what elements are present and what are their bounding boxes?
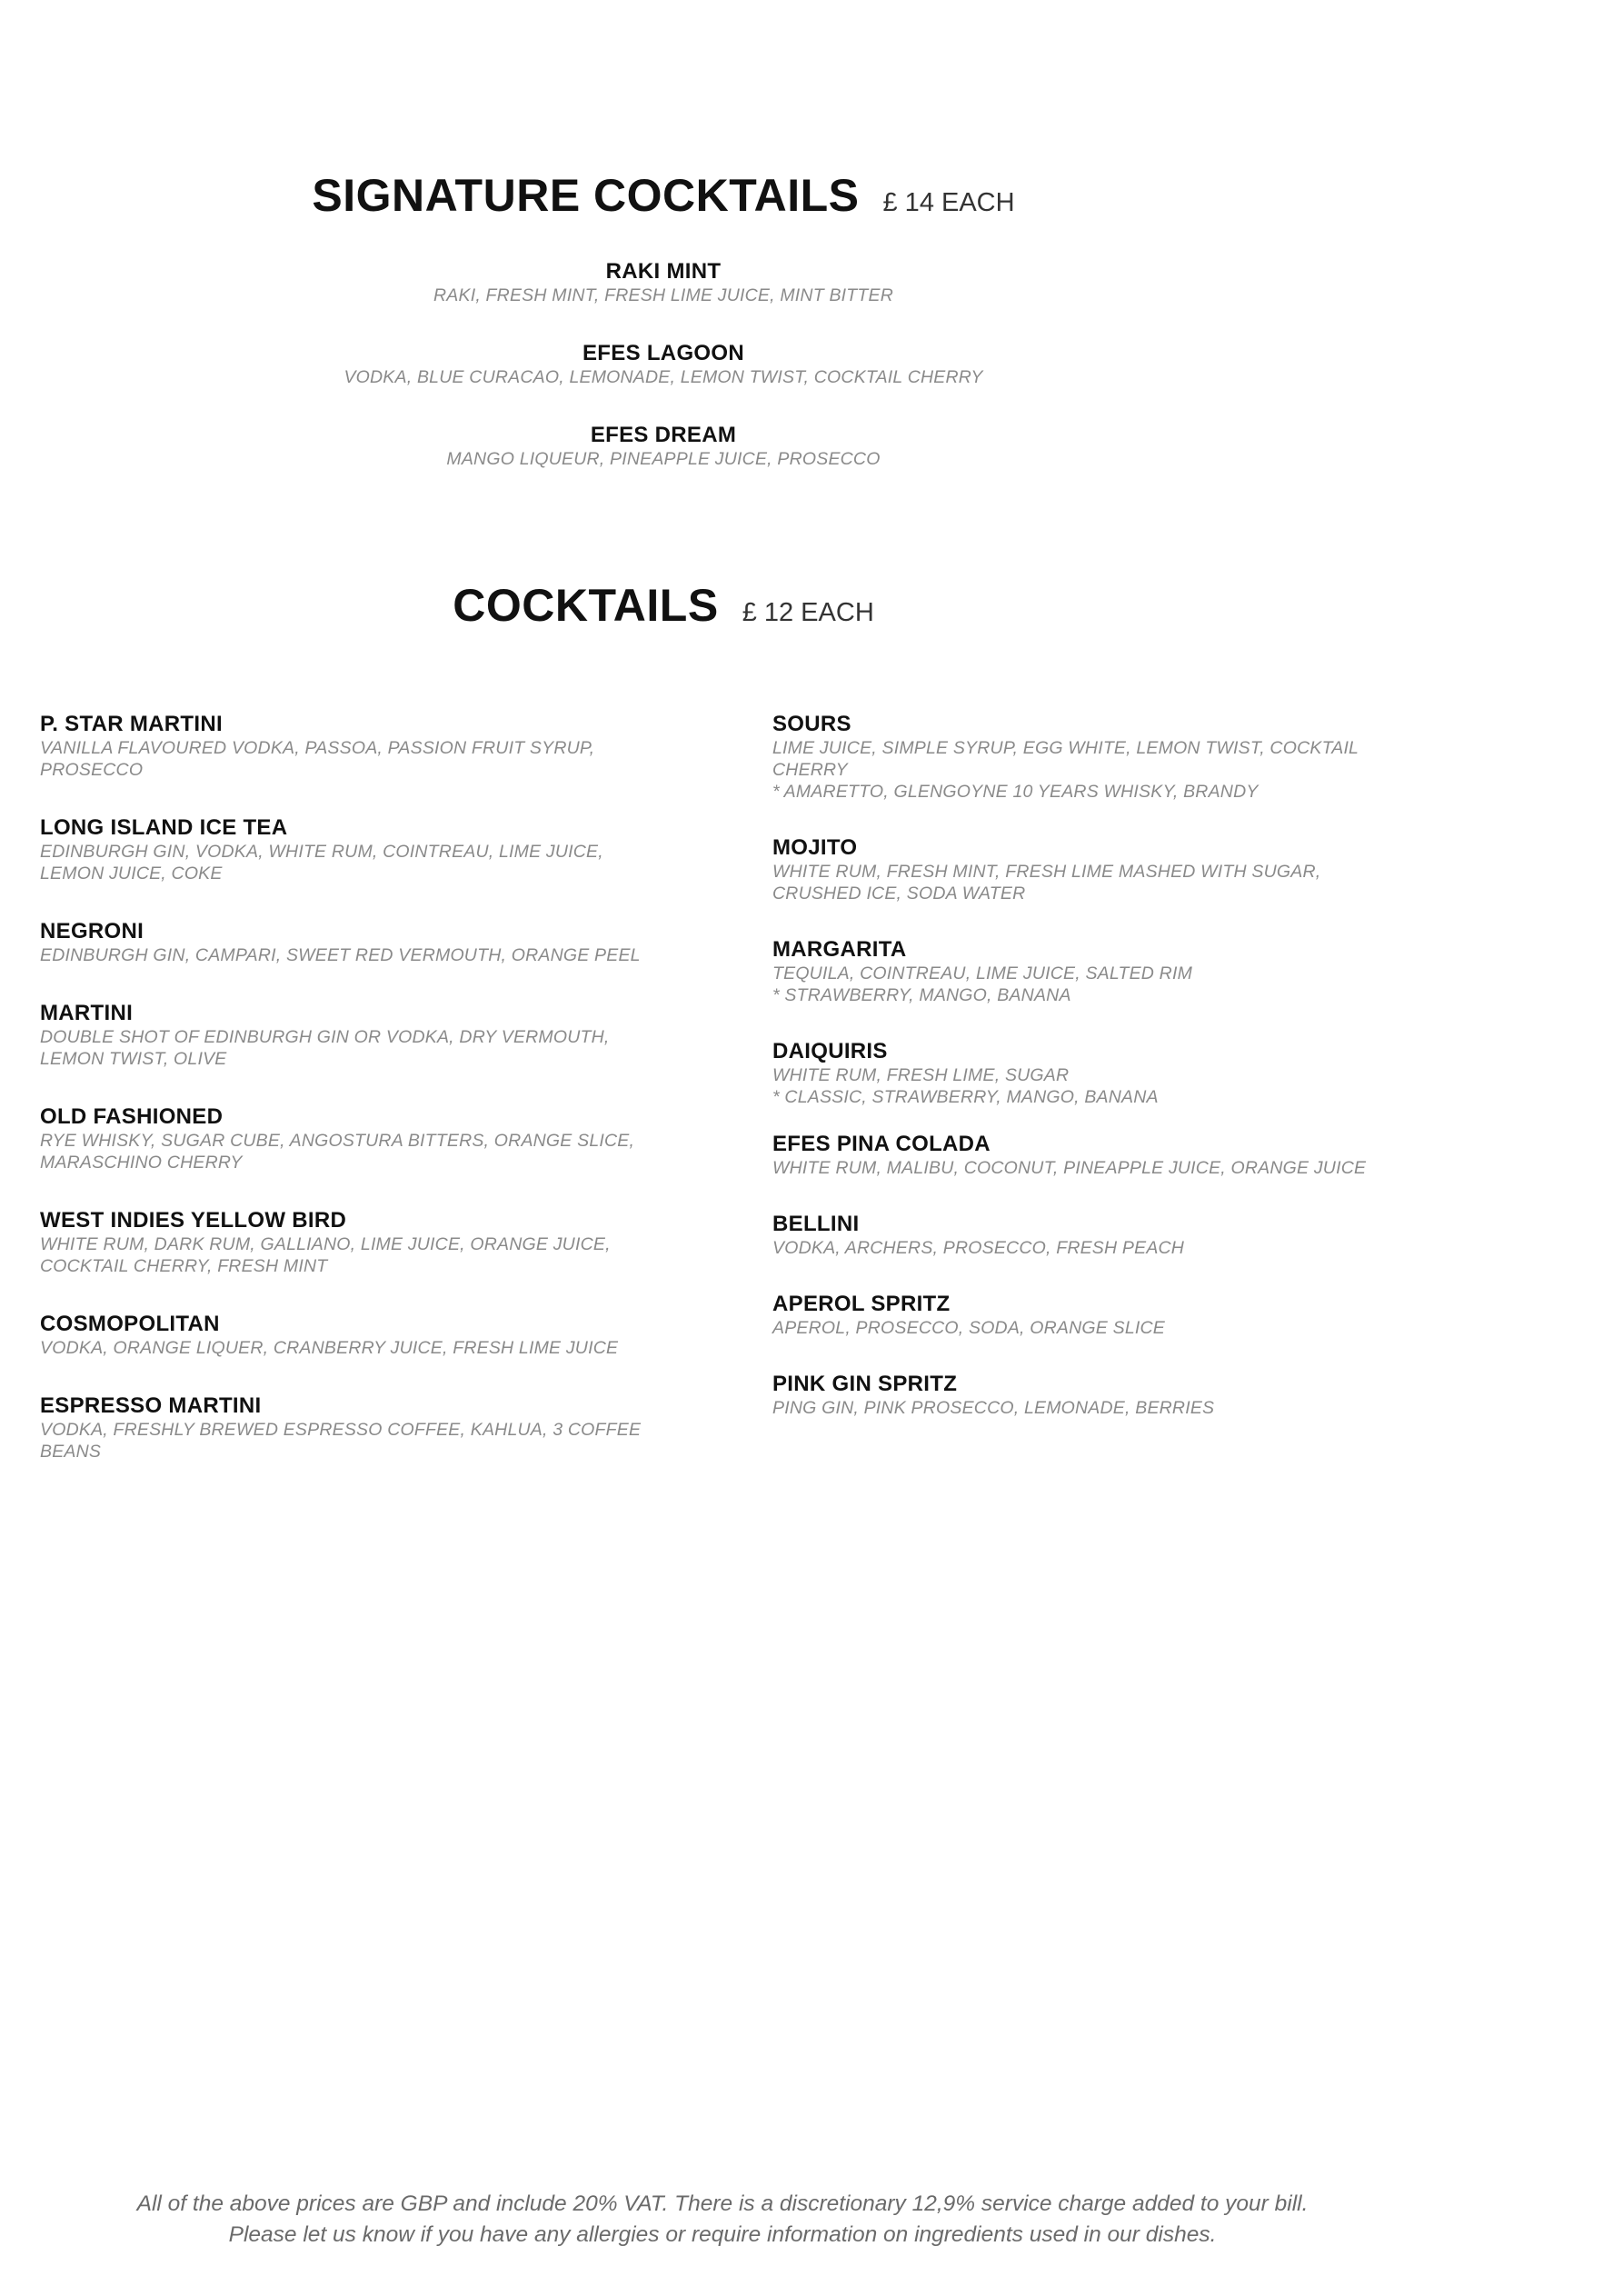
item-description-line: DOUBLE SHOT OF EDINBURGH GIN OR VODKA, DRY VERMOUTH, [40,1027,610,1047]
item-name: RAKI MINT [605,259,722,284]
item-name: MARTINI [40,1001,134,1025]
item-description-line: VODKA, FRESHLY BREWED ESPRESSO COFFEE, KAHLUA, 3 COFFEE [40,1420,642,1440]
item-description: VODKA, BLUE CURACAO, LEMONADE, LEMON TWIST, COCKTAIL CHERRY [344,367,983,387]
menu-item [40,815,676,884]
menu-item [0,341,1327,388]
item-name: EFES DREAM [590,423,737,447]
item-name: MARGARITA [772,937,907,962]
menu-item [772,1132,1409,1179]
item-name: PINK GIN SPRITZ [772,1372,958,1396]
cocktails-right-column [772,712,1409,1452]
item-name: WEST INDIES YELLOW BIRD [40,1208,347,1233]
item-description-line: * CLASSIC, STRAWBERRY, MANGO, BANANA [772,1087,1159,1107]
item-name: OLD FASHIONED [40,1104,224,1129]
item-description-line: LIME JUICE, SIMPLE SYRUP, EGG WHITE, LEMON TWIST, COCKTAIL [772,738,1359,758]
signature-heading [0,169,1327,222]
menu-item [772,712,1409,803]
cocktails-left-column [40,712,676,1497]
signature-price: £ 14 EACH [882,188,1015,217]
menu-item [772,1292,1409,1339]
item-description-line: WHITE RUM, MALIBU, COCONUT, PINEAPPLE JUICE, ORANGE JUICE [772,1158,1367,1178]
footer-note [0,2189,1445,2251]
item-description-line: VODKA, ARCHERS, PROSECCO, FRESH PEACH [772,1238,1185,1258]
item-description-line: WHITE RUM, DARK RUM, GALLIANO, LIME JUICE, ORANGE JUICE, [40,1234,611,1254]
item-description-line: VANILLA FLAVOURED VODKA, PASSOA, PASSION FRUIT SYRUP, [40,738,595,758]
item-description-line: CRUSHED ICE, SODA WATER [772,883,1026,903]
signature-title: SIGNATURE COCKTAILS [312,170,860,221]
item-name: COSMOPOLITAN [40,1312,220,1336]
item-name: ESPRESSO MARTINI [40,1393,262,1418]
item-name: APEROL SPRITZ [772,1292,951,1316]
item-description-line: EDINBURGH GIN, VODKA, WHITE RUM, COINTREAU, LIME JUICE, [40,842,603,862]
menu-item [772,835,1409,904]
menu-item [40,1208,676,1277]
item-description-line: RYE WHISKY, SUGAR CUBE, ANGOSTURA BITTERS, ORANGE SLICE, [40,1131,635,1151]
menu-item [772,1372,1409,1419]
item-name: DAIQUIRIS [772,1039,888,1063]
item-description-line: CHERRY [772,760,848,780]
menu-item [772,1039,1409,1108]
menu-item [40,1312,676,1359]
item-name: BELLINI [772,1212,860,1236]
item-description-line: EDINBURGH GIN, CAMPARI, SWEET RED VERMOUTH, ORANGE PEEL [40,945,641,965]
footer-allergy-note: Please let us know if you have any allergies or require information on ingredients used in our dishes. [228,2222,1217,2247]
item-name: MOJITO [772,835,858,860]
cocktails-price: £ 12 EACH [742,598,874,627]
item-description-line: PROSECCO [40,760,144,780]
item-name: LONG ISLAND ICE TEA [40,815,288,840]
item-description-line: PING GIN, PINK PROSECCO, LEMONADE, BERRIES [772,1398,1215,1418]
menu-item [40,712,676,781]
item-description: RAKI, FRESH MINT, FRESH LIME JUICE, MINT BITTER [433,285,893,305]
menu-item [772,937,1409,1006]
item-name: P. STAR MARTINI [40,712,223,736]
item-description: MANGO LIQUEUR, PINEAPPLE JUICE, PROSECCO [446,449,881,469]
item-name: EFES PINA COLADA [772,1132,991,1156]
item-name: NEGRONI [40,919,144,943]
item-description-line: * STRAWBERRY, MANGO, BANANA [772,985,1071,1005]
menu-item [0,259,1327,306]
item-description-line: TEQUILA, COINTREAU, LIME JUICE, SALTED RIM [772,963,1193,983]
menu-item [0,423,1327,470]
item-description-line: WHITE RUM, FRESH LIME, SUGAR [772,1065,1070,1085]
cocktails-title: COCKTAILS [453,580,719,631]
menu-item [40,919,676,966]
item-description-line: COCKTAIL CHERRY, FRESH MINT [40,1256,328,1276]
item-description-line: WHITE RUM, FRESH MINT, FRESH LIME MASHED WITH SUGAR, [772,862,1321,882]
item-description-line: * AMARETTO, GLENGOYNE 10 YEARS WHISKY, BRANDY [772,782,1259,802]
item-description-line: APEROL, PROSECCO, SODA, ORANGE SLICE [772,1318,1165,1338]
menu-item [772,1212,1409,1259]
menu-item [40,1104,676,1173]
item-name: EFES LAGOON [582,341,744,365]
footer-vat-note: All of the above prices are GBP and include 20% VAT. There is a discretionary 12,9% service charge added to your bill. [136,2191,1309,2216]
item-description-line: LEMON TWIST, OLIVE [40,1049,227,1069]
cocktails-heading [0,579,1327,632]
item-description-line: LEMON JUICE, COKE [40,863,223,883]
signature-list [0,259,1327,504]
item-description-line: BEANS [40,1442,102,1462]
item-name: SOURS [772,712,851,736]
item-description-line: MARASCHINO CHERRY [40,1153,243,1173]
menu-item [40,1393,676,1462]
menu-item [40,1001,676,1070]
item-description-line: VODKA, ORANGE LIQUER, CRANBERRY JUICE, FRESH LIME JUICE [40,1338,619,1358]
